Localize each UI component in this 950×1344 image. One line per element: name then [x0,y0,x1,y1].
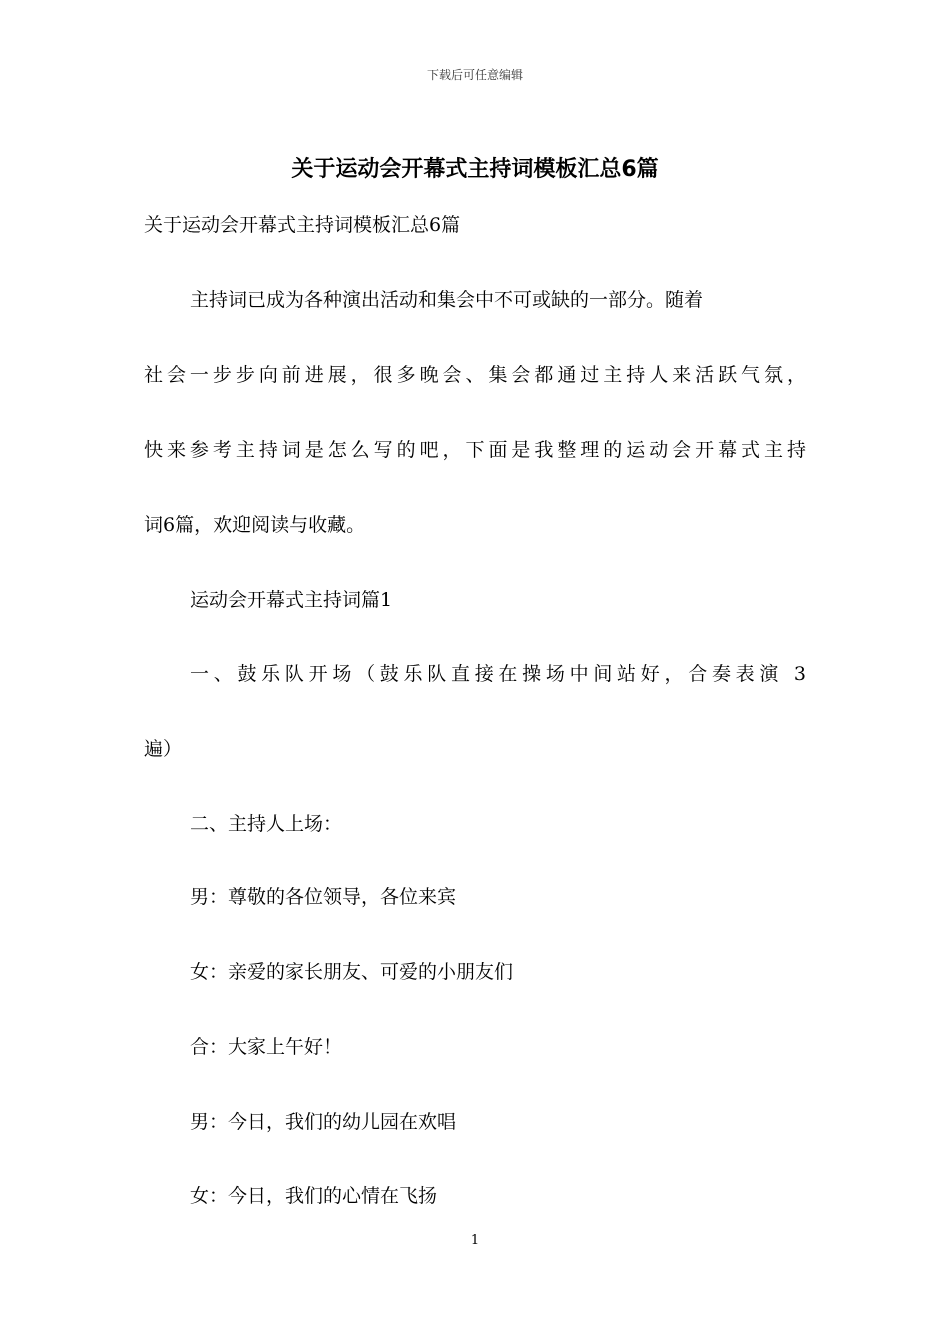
intro-line-4: 词6篇，欢迎阅读与收藏。 [144,514,366,536]
dialogue-line: 男：今日，我们的幼儿园在欢唱 [190,1111,457,1133]
intro-line-2: 社会一步步向前进展，很多晚会、集会都通过主持人来活跃气氛， [144,364,806,386]
page-header-note: 下载后可任意编辑 [426,68,523,82]
document-subtitle: 关于运动会开幕式主持词模板汇总6篇 [144,214,461,236]
intro-line-3: 快来参考主持词是怎么写的吧，下面是我整理的运动会开幕式主持 [144,439,806,461]
dialogue-line: 女：今日，我们的心情在飞扬 [190,1185,438,1207]
item-1-line-1: 一、鼓乐队开场（鼓乐队直接在操场中间站好，合奏表演 3 [190,663,806,685]
item-1-line-2: 遍） [144,738,183,760]
dialogue-line: 合：大家上午好！ [190,1036,343,1058]
section-heading: 运动会开幕式主持词篇1 [190,589,393,611]
dialogue-line: 男：尊敬的各位领导，各位来宾 [190,886,457,908]
document-title: 关于运动会开幕式主持词模板汇总6篇 [291,157,659,182]
dialogue-line: 女：亲爱的家长朋友、可爱的小朋友们 [190,961,514,983]
page-number: 1 [470,1233,480,1248]
intro-line-1: 主持词已成为各种演出活动和集会中不可或缺的一部分。随着 [190,289,704,311]
item-2-heading: 二、主持人上场： [190,813,343,835]
